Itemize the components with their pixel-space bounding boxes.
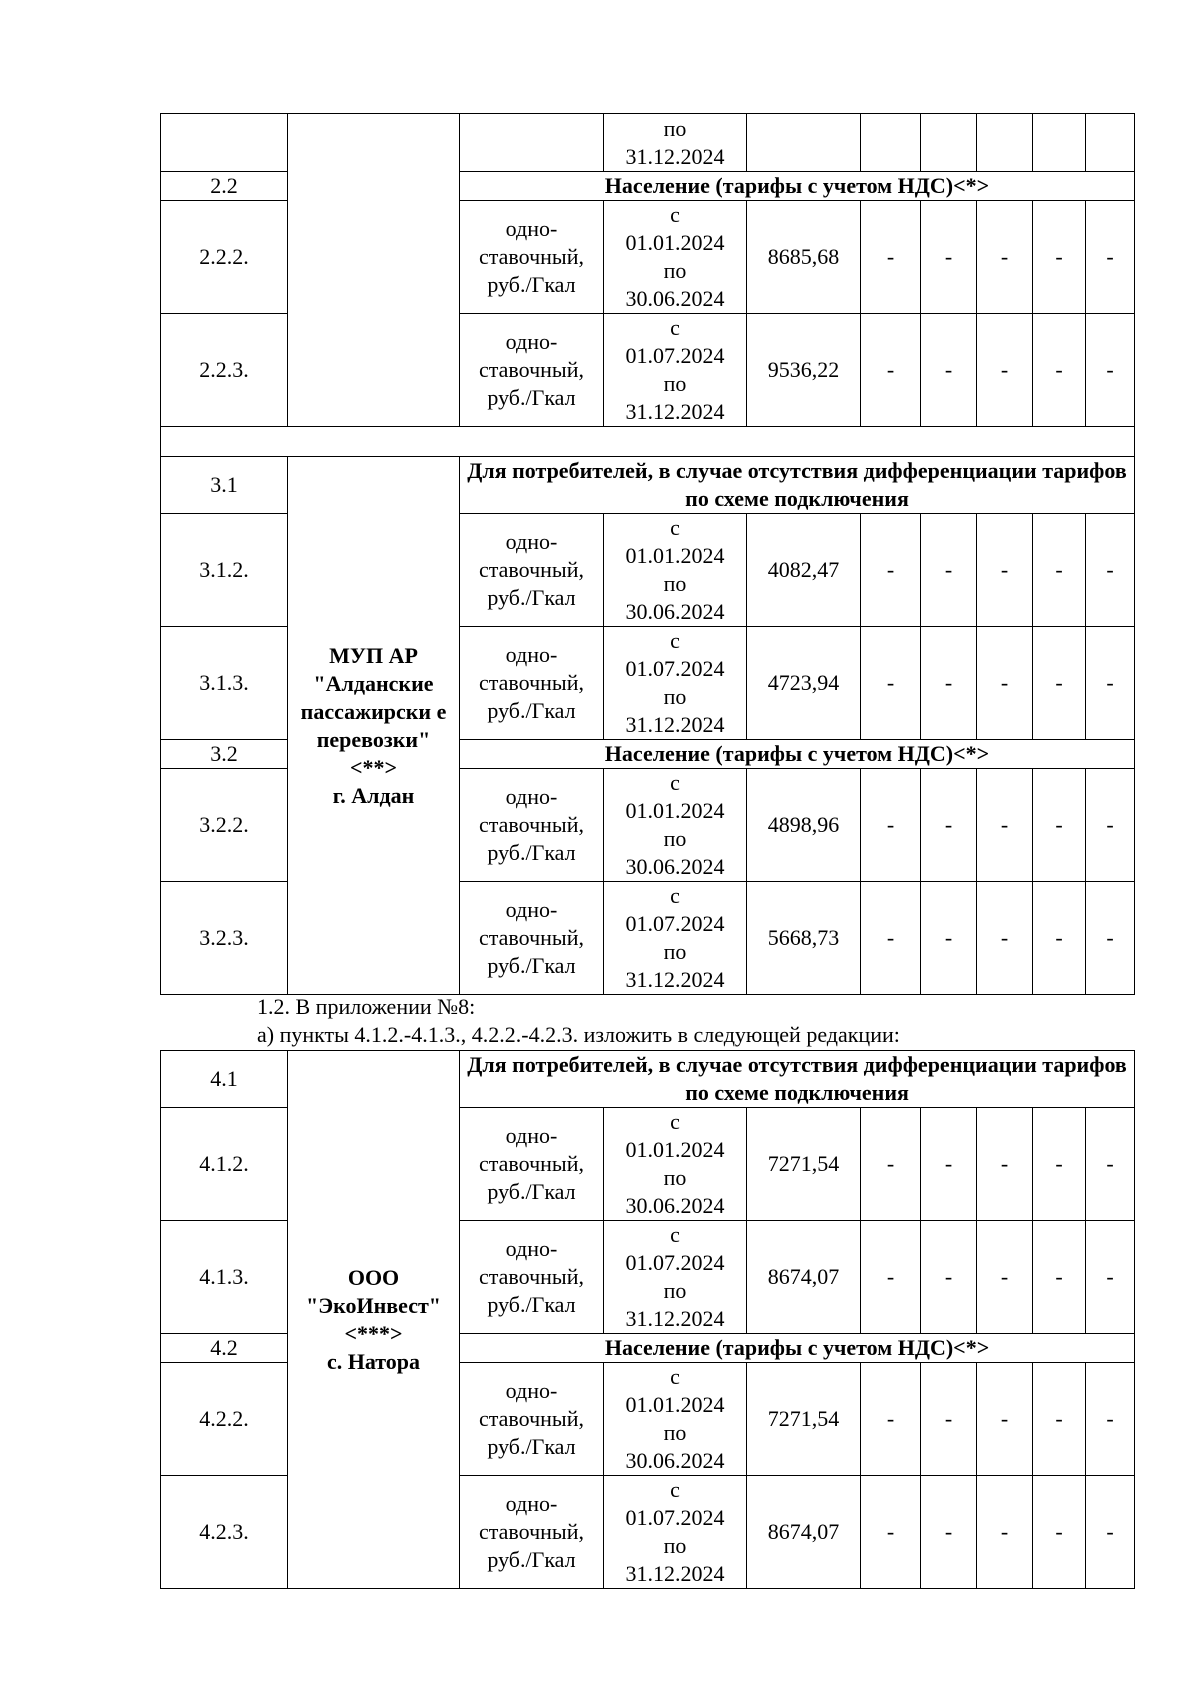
dash-cell: - <box>1086 627 1135 740</box>
section-number: 4.1 <box>161 1051 288 1108</box>
row-number: 3.1.2. <box>161 514 288 627</box>
tariff-value: 4898,96 <box>747 769 861 882</box>
empty-cell <box>861 114 921 172</box>
dash-cell: - <box>861 1108 921 1221</box>
dash-cell: - <box>977 769 1033 882</box>
section-heading: Население (тарифы с учетом НДС)<*> <box>460 1334 1135 1363</box>
rate-type: одно- ставочный, руб./Гкал <box>460 1476 604 1589</box>
rate-type: одно- ставочный, руб./Гкал <box>460 1108 604 1221</box>
dash-cell: - <box>977 514 1033 627</box>
dash-cell: - <box>1033 627 1086 740</box>
period: с 01.01.2024 по 30.06.2024 <box>604 514 747 627</box>
dash-cell: - <box>977 1221 1033 1334</box>
dash-cell: - <box>1086 1221 1135 1334</box>
tariff-value: 7271,54 <box>747 1108 861 1221</box>
dash-cell: - <box>977 201 1033 314</box>
dash-cell: - <box>921 314 977 427</box>
dash-cell: - <box>921 769 977 882</box>
tariff-value: 8674,07 <box>747 1476 861 1589</box>
dash-cell: - <box>861 882 921 995</box>
row-number-cell <box>161 114 288 172</box>
rate-type: одно- ставочный, руб./Гкал <box>460 1363 604 1476</box>
paragraph-item: 1.2. В приложении №8: <box>257 994 476 1019</box>
dash-cell: - <box>977 1363 1033 1476</box>
dash-cell: - <box>861 1363 921 1476</box>
period: с 01.07.2024 по 31.12.2024 <box>604 882 747 995</box>
row-number: 4.2.2. <box>161 1363 288 1476</box>
tariff-table-2 <box>160 1050 1135 1589</box>
period: с 01.07.2024 по 31.12.2024 <box>604 627 747 740</box>
section-row <box>161 457 1135 514</box>
dash-cell: - <box>977 882 1033 995</box>
tariff-table-1 <box>160 113 1135 995</box>
period: с 01.01.2024 по 30.06.2024 <box>604 769 747 882</box>
row-number: 3.2.2. <box>161 769 288 882</box>
dash-cell: - <box>1033 514 1086 627</box>
period: с 01.01.2024 по 30.06.2024 <box>604 1108 747 1221</box>
row-number: 4.2.3. <box>161 1476 288 1589</box>
tariff-value: 9536,22 <box>747 314 861 427</box>
rate-type-cell <box>460 114 604 172</box>
section-number: 3.1 <box>161 457 288 514</box>
dash-cell: - <box>1033 882 1086 995</box>
section-number: 4.2 <box>161 1334 288 1363</box>
empty-cell <box>1033 114 1086 172</box>
period: с 01.01.2024 по 30.06.2024 <box>604 1363 747 1476</box>
row-number: 2.2.2. <box>161 201 288 314</box>
dash-cell: - <box>1033 1476 1086 1589</box>
organization-name: МУП АР "Алданские пассажирски е перевозки" <**> г. Алдан <box>288 457 460 995</box>
dash-cell: - <box>861 314 921 427</box>
dash-cell: - <box>861 514 921 627</box>
paragraph-item: а) пункты 4.1.2.-4.1.3., 4.2.2.-4.2.3. изложить в следующей редакции: <box>257 1022 900 1047</box>
dash-cell: - <box>921 627 977 740</box>
section-number: 3.2 <box>161 740 288 769</box>
dash-cell: - <box>921 1221 977 1334</box>
organization-name: ООО "ЭкоИнвест" <***> с. Натора <box>288 1051 460 1589</box>
row-number: 3.1.3. <box>161 627 288 740</box>
period-cell: по 31.12.2024 <box>604 114 747 172</box>
section-heading: Для потребителей, в случае отсутствия дифференциации тарифов по схеме подключения <box>460 457 1135 514</box>
dash-cell: - <box>1033 314 1086 427</box>
dash-cell: - <box>1086 769 1135 882</box>
rate-type: одно- ставочный, руб./Гкал <box>460 769 604 882</box>
rate-type: одно- ставочный, руб./Гкал <box>460 882 604 995</box>
dash-cell: - <box>861 1476 921 1589</box>
rate-type: одно- ставочный, руб./Гкал <box>460 201 604 314</box>
empty-cell <box>1086 114 1135 172</box>
tariff-value: 7271,54 <box>747 1363 861 1476</box>
row-number: 3.2.3. <box>161 882 288 995</box>
dash-cell: - <box>1033 201 1086 314</box>
dash-cell: - <box>1033 769 1086 882</box>
period: с 01.01.2024 по 30.06.2024 <box>604 201 747 314</box>
row-number: 2.2.3. <box>161 314 288 427</box>
rate-type: одно- ставочный, руб./Гкал <box>460 627 604 740</box>
dash-cell: - <box>921 882 977 995</box>
section-row <box>161 1051 1135 1108</box>
tariff-value: 8674,07 <box>747 1221 861 1334</box>
dash-cell: - <box>977 627 1033 740</box>
organization-cell <box>288 114 460 427</box>
period: с 01.07.2024 по 31.12.2024 <box>604 1476 747 1589</box>
section-heading: Население (тарифы с учетом НДС)<*> <box>460 172 1135 201</box>
dash-cell: - <box>977 1476 1033 1589</box>
dash-cell: - <box>921 201 977 314</box>
rate-type: одно- ставочный, руб./Гкал <box>460 314 604 427</box>
dash-cell: - <box>861 627 921 740</box>
dash-cell: - <box>1033 1363 1086 1476</box>
tariff-value: 8685,68 <box>747 201 861 314</box>
dash-cell: - <box>1086 201 1135 314</box>
dash-cell: - <box>1086 514 1135 627</box>
dash-cell: - <box>921 1108 977 1221</box>
dash-cell: - <box>1086 1363 1135 1476</box>
dash-cell: - <box>861 769 921 882</box>
empty-cell <box>977 114 1033 172</box>
dash-cell: - <box>861 201 921 314</box>
dash-cell: - <box>861 1221 921 1334</box>
period: с 01.07.2024 по 31.12.2024 <box>604 1221 747 1334</box>
row-number: 4.1.3. <box>161 1221 288 1334</box>
tariff-value: 5668,73 <box>747 882 861 995</box>
tariff-value: 4723,94 <box>747 627 861 740</box>
row-number: 4.1.2. <box>161 1108 288 1221</box>
rate-type: одно- ставочный, руб./Гкал <box>460 1221 604 1334</box>
dash-cell: - <box>977 314 1033 427</box>
dash-cell: - <box>921 514 977 627</box>
dash-cell: - <box>977 1108 1033 1221</box>
dash-cell: - <box>1086 314 1135 427</box>
dash-cell: - <box>1033 1108 1086 1221</box>
dash-cell: - <box>1086 1108 1135 1221</box>
dash-cell: - <box>1086 882 1135 995</box>
blank-separator <box>161 427 1135 457</box>
rate-type: одно- ставочный, руб./Гкал <box>460 514 604 627</box>
tariff-value: 4082,47 <box>747 514 861 627</box>
section-heading: Для потребителей, в случае отсутствия дифференциации тарифов по схеме подключения <box>460 1051 1135 1108</box>
dash-cell: - <box>921 1476 977 1589</box>
empty-cell <box>921 114 977 172</box>
section-number: 2.2 <box>161 172 288 201</box>
table-row <box>161 114 1135 172</box>
dash-cell: - <box>1033 1221 1086 1334</box>
period: с 01.07.2024 по 31.12.2024 <box>604 314 747 427</box>
dash-cell: - <box>921 1363 977 1476</box>
tariff-value-cell <box>747 114 861 172</box>
dash-cell: - <box>1086 1476 1135 1589</box>
spacer-row <box>161 427 1135 457</box>
section-heading: Население (тарифы с учетом НДС)<*> <box>460 740 1135 769</box>
